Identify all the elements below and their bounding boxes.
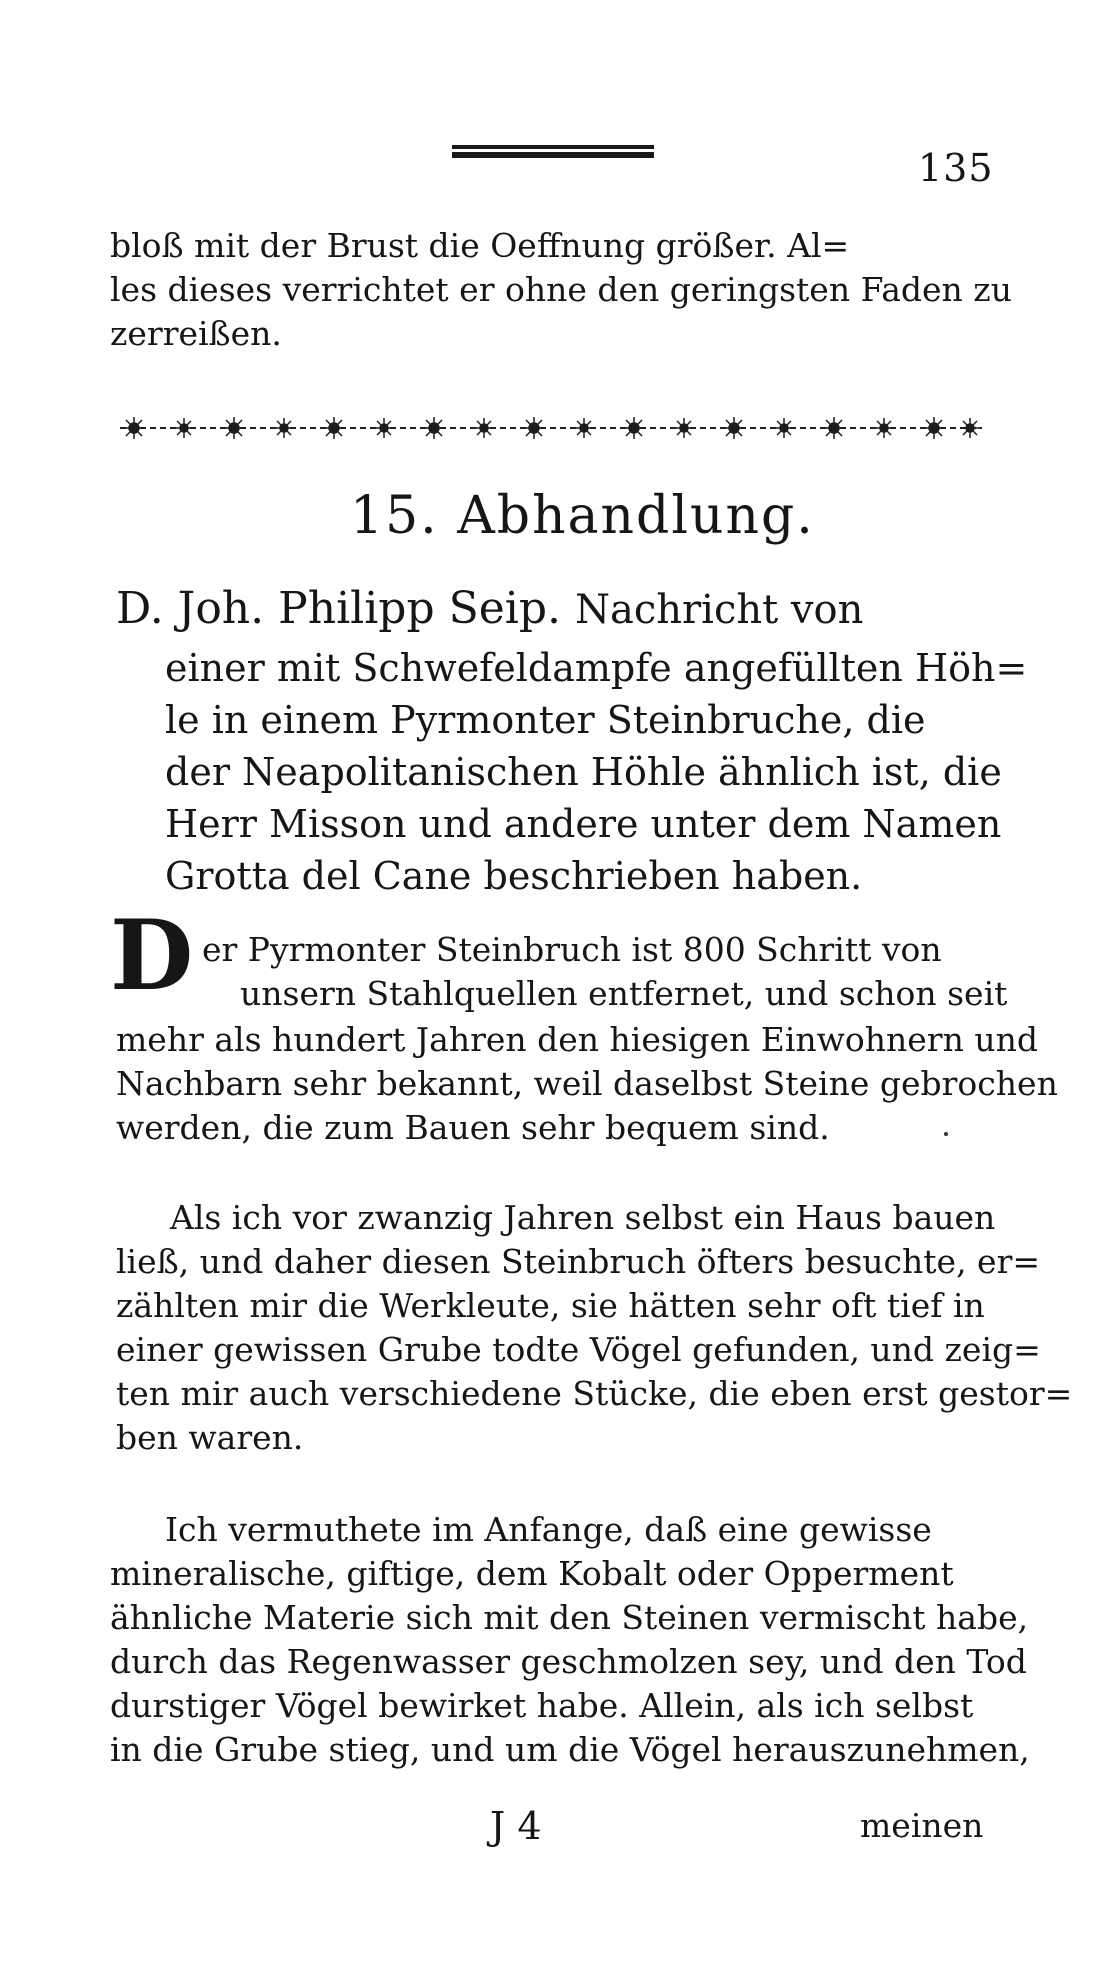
paragraph-line: Nachbarn sehr bekannt, weil daselbst Steine gebrochen	[116, 1064, 1058, 1103]
signature-mark: J 4	[490, 1804, 542, 1848]
paragraph-line: Ich vermuthete im Anfange, daß eine gewisse	[165, 1510, 932, 1549]
paragraph-line: er Pyrmonter Steinbruch ist 800 Schritt von	[202, 930, 942, 969]
paragraph-line: durch das Regenwasser geschmolzen sey, und den Tod	[110, 1642, 1027, 1681]
paragraph-line: werden, die zum Bauen sehr bequem sind.	[116, 1108, 830, 1147]
paragraph-line: einer gewissen Grube todte Vögel gefunden, und zeig=	[116, 1330, 1041, 1369]
paragraph-line: ten mir auch verschiedene Stücke, die eben erst gestor=	[116, 1374, 1073, 1413]
paragraph-line: unsern Stahlquellen entfernet, und schon seit	[240, 974, 1008, 1013]
title-first-line-rest: Nachricht von	[575, 587, 864, 633]
header-rule	[452, 145, 654, 159]
intro-line: zerreißen.	[110, 314, 282, 353]
paragraph-line: mehr als hundert Jahren den hiesigen Einwohnern und	[116, 1020, 1038, 1059]
title-line: Herr Misson und andere unter dem Namen	[165, 802, 1002, 846]
title-author: D. Joh. Philipp Seip.	[116, 583, 562, 634]
ink-speck	[944, 1132, 948, 1136]
title-line: einer mit Schwefeldampfe angefüllten Höh=	[165, 646, 1028, 690]
section-heading: 15. Abhandlung.	[350, 486, 815, 546]
paragraph-line: mineralische, giftige, dem Kobalt oder Opperment	[110, 1554, 954, 1593]
paragraph-line: ben waren.	[116, 1418, 304, 1457]
intro-line: bloß mit der Brust die Oeffnung größer. Al=	[110, 226, 850, 265]
paragraph-line: Als ich vor zwanzig Jahren selbst ein Haus bauen	[170, 1198, 996, 1237]
paragraph-line: durstiger Vögel bewirket habe. Allein, als ich selbst	[110, 1686, 974, 1725]
paragraph-line: ähnliche Materie sich mit den Steinen vermischt habe,	[110, 1598, 1029, 1637]
title-line: der Neapolitanischen Höhle ähnlich ist, die	[165, 750, 1002, 794]
paragraph-line: ließ, und daher diesen Steinbruch öfters besuchte, er=	[116, 1242, 1040, 1281]
intro-line: les dieses verrichtet er ohne den geringsten Faden zu	[110, 270, 1012, 309]
page-number: 135	[918, 146, 994, 190]
paragraph-line: zählten mir die Werkleute, sie hätten sehr oft tief in	[116, 1286, 985, 1325]
title-first-line	[116, 583, 863, 634]
drop-cap: D	[110, 899, 194, 1012]
ornamental-divider	[120, 408, 982, 448]
catchword: meinen	[860, 1806, 984, 1845]
title-line: Grotta del Cane beschrieben haben.	[165, 854, 863, 898]
title-line: le in einem Pyrmonter Steinbruche, die	[165, 698, 926, 742]
paragraph-line: in die Grube stieg, und um die Vögel herauszunehmen,	[110, 1730, 1030, 1769]
